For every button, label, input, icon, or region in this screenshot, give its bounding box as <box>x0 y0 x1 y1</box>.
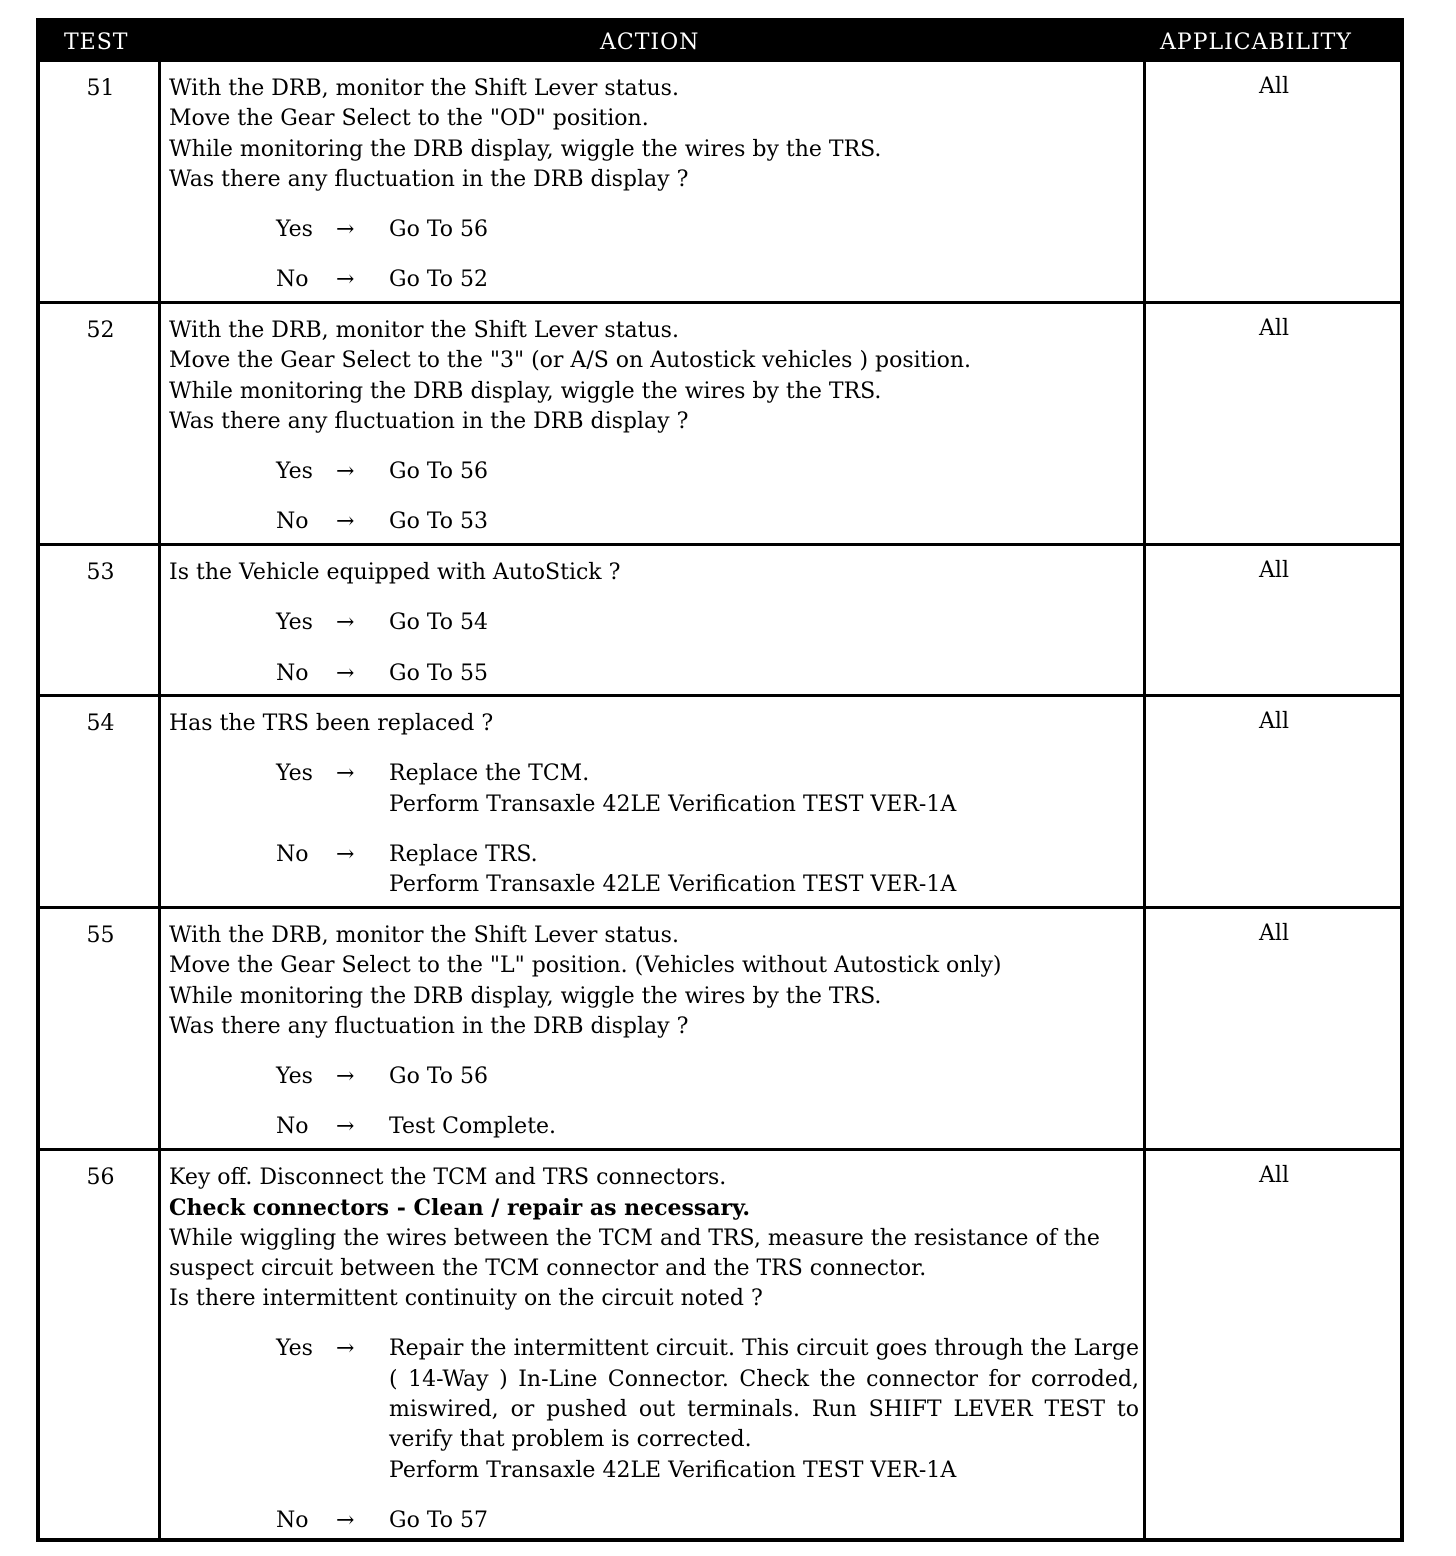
table-row <box>40 304 1400 544</box>
action-text: While monitoring the DRB display, wiggle the wires by the TRS. <box>169 378 882 404</box>
test-number: 52 <box>86 318 115 343</box>
action-text-bold: Check connectors - Clean / repair as necessary. <box>169 1195 751 1222</box>
header-applicability: APPLICABILITY <box>1160 30 1352 55</box>
yes-option: Yes → Go To 56 <box>276 215 1145 245</box>
action-text: Move the Gear Select to the "OD" position. <box>169 106 649 132</box>
diagnostic-table <box>36 18 1404 1542</box>
action-cell <box>169 1163 1145 1536</box>
action-text: Is there intermittent continuity on the circuit noted ? <box>169 1286 763 1312</box>
yes-option: Yes → Go To 54 <box>276 608 1145 638</box>
no-option: No → Go To 52 <box>276 265 1145 295</box>
test-number: 51 <box>86 76 115 101</box>
arrow-icon: → <box>336 610 355 636</box>
header-action: ACTION <box>600 30 700 55</box>
arrow-icon: → <box>336 1507 355 1533</box>
action-text: Was there any fluctuation in the DRB display ? <box>169 166 689 192</box>
action-text: Key off. Disconnect the TCM and TRS connectors. <box>169 1165 727 1190</box>
action-text: Was there any fluctuation in the DRB display ? <box>169 1013 689 1039</box>
no-option: No → Go To 57 <box>276 1506 1145 1536</box>
action-cell <box>169 709 1145 900</box>
arrow-icon: → <box>336 1064 355 1090</box>
action-text: Move the Gear Select to the "3" (or A/S on Autostick vehicles ) position. <box>169 348 971 374</box>
arrow-icon: → <box>336 841 355 867</box>
yes-option: Yes → Repair the intermittent circuit. This circuit goes through the Large ( 14-Way ) In-Line Connector. Check the connector for corroded, miswired, or pushed out terminals. Run SHIFT LEVER TEST to verify that problem is corrected. Perform Transaxle 42LE Verification TEST VER-1A <box>276 1336 1139 1483</box>
arrow-icon: → <box>336 1336 355 1362</box>
no-option: No → Test Complete. <box>276 1112 1145 1142</box>
test-number: 53 <box>86 560 115 585</box>
action-cell <box>169 558 1145 689</box>
arrow-icon: → <box>336 217 355 243</box>
arrow-icon: → <box>336 459 355 485</box>
action-cell <box>169 921 1145 1143</box>
arrow-icon: → <box>336 660 355 686</box>
yes-option: Yes → Go To 56 <box>276 1062 1145 1092</box>
yes-option: Yes → Replace the TCM. Perform Transaxle 42LE Verification TEST VER-1A <box>276 761 957 817</box>
table-row <box>40 1151 1400 1538</box>
applicability-cell: All <box>1259 921 1289 946</box>
no-option: No → Go To 55 <box>276 659 1145 689</box>
arrow-icon: → <box>336 1114 355 1140</box>
action-text: While monitoring the DRB display, wiggle the wires by the TRS. <box>169 136 882 162</box>
test-number: 54 <box>86 711 115 736</box>
no-option: No → Replace TRS. Perform Transaxle 42LE Verification TEST VER-1A <box>276 841 957 898</box>
yes-option: Yes → Go To 56 <box>276 457 1145 487</box>
table-header <box>40 22 1400 62</box>
action-text: While wiggling the wires between the TCM and TRS, measure the resistance of the <box>169 1225 1100 1251</box>
applicability-cell: All <box>1259 1163 1289 1188</box>
table-row <box>40 697 1400 906</box>
action-text: Has the TRS been replaced ? <box>169 711 494 736</box>
action-text: Is the Vehicle equipped with AutoStick ? <box>169 560 621 585</box>
arrow-icon: → <box>336 761 355 787</box>
action-text: suspect circuit between the TCM connector and the TRS connector. <box>169 1255 927 1281</box>
no-option: No → Go To 53 <box>276 507 1145 537</box>
applicability-cell: All <box>1259 74 1289 99</box>
action-text: With the DRB, monitor the Shift Lever status. <box>169 76 679 101</box>
table-row <box>40 909 1400 1149</box>
action-text: Move the Gear Select to the "L" position. (Vehicles without Autostick only) <box>169 953 1002 979</box>
test-number: 55 <box>86 923 115 948</box>
action-text: With the DRB, monitor the Shift Lever status. <box>169 318 679 343</box>
action-text: With the DRB, monitor the Shift Lever status. <box>169 923 679 948</box>
action-cell <box>169 74 1145 296</box>
action-cell <box>169 316 1145 538</box>
arrow-icon: → <box>336 267 355 293</box>
arrow-icon: → <box>336 509 355 535</box>
applicability-cell: All <box>1259 558 1289 583</box>
applicability-cell: All <box>1259 316 1289 341</box>
table-row <box>40 62 1400 302</box>
action-text: While monitoring the DRB display, wiggle the wires by the TRS. <box>169 983 882 1009</box>
table-row <box>40 546 1400 694</box>
action-text: Was there any fluctuation in the DRB display ? <box>169 408 689 434</box>
applicability-cell: All <box>1259 709 1289 734</box>
test-number: 56 <box>86 1165 115 1190</box>
header-test: TEST <box>64 30 129 55</box>
